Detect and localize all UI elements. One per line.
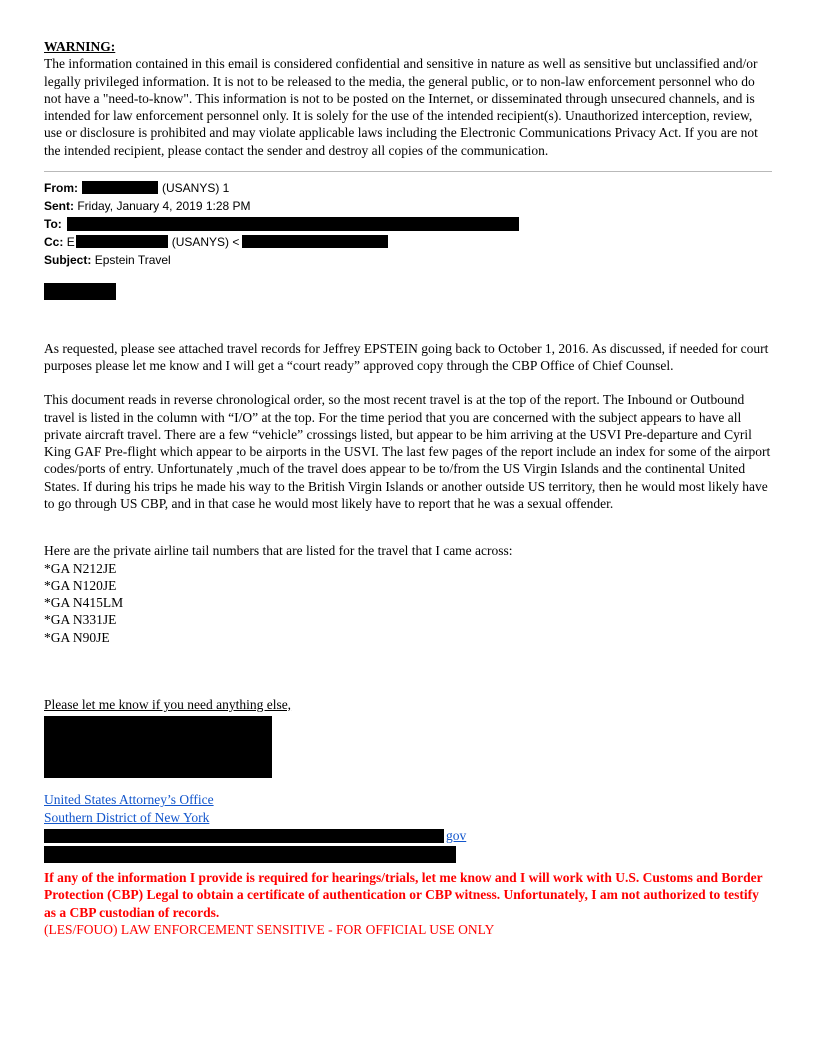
les-fouo-line: (LES/FOUO) LAW ENFORCEMENT SENSITIVE - FOR OFFICIAL USE ONLY [44, 921, 495, 937]
from-label: From: [44, 180, 78, 195]
sent-value: Friday, January 4, 2019 1:28 PM [77, 198, 251, 213]
tail-number-item: *GA N331JE [44, 612, 117, 628]
sent-label: Sent: [44, 198, 74, 213]
subject-value: Epstein Travel [94, 252, 171, 267]
signature-email-line [44, 827, 772, 845]
email-header-block [44, 179, 772, 269]
cbp-disclaimer-text: If any of the information I provide is required for hearings/trials, let me know and I will work with U.S. Customs and Border Protection (CBP) Legal to obtain a certificate of authentication or CBP witness. Unfortunately, I am not authorized to testify as a CBP custodian of records. [44, 870, 763, 920]
redaction-bar-cc-1 [76, 235, 168, 248]
signature-office-block [44, 791, 772, 863]
tail-number-item: *GA N90JE [44, 629, 110, 645]
office-line-2 [44, 809, 772, 827]
tail-number-item: *GA N415LM [44, 595, 124, 611]
cc-prefix: E [66, 234, 75, 249]
tail-number-item: *GA N120JE [44, 577, 117, 593]
tail-numbers-intro: Here are the private airline tail numbers that are listed for the travel that I came across: [44, 543, 513, 559]
body-paragraph-1: As requested, please see attached travel records for Jeffrey EPSTEIN going back to October 1, 2016. As discussed, if needed for court purposes please let me know and I will get a “court ready” approved copy through the CBP Office of Chief Counsel. [44, 340, 769, 374]
redaction-block-signature [44, 716, 272, 778]
closing-line: Please let me know if you need anything else, [44, 696, 292, 712]
redaction-bar-from [82, 181, 158, 194]
redaction-bar-cc-2 [242, 235, 388, 248]
redaction-bar-greeting [44, 283, 116, 300]
subject-row [44, 251, 772, 269]
sdny-link[interactable]: Southern District of New York [44, 810, 210, 826]
to-row [44, 215, 772, 233]
tail-number-item: *GA N212JE [44, 560, 117, 576]
cc-row [44, 233, 772, 251]
cc-mid: (USANYS) < [171, 234, 240, 249]
office-line-1 [44, 791, 772, 809]
subject-label: Subject: [44, 252, 92, 267]
redaction-bar-signature-bottom [44, 846, 456, 863]
to-label: To: [44, 216, 62, 231]
redaction-bar-to [67, 217, 519, 231]
warning-body-text: The information contained in this email is considered confidential and sensitive in nature as well as sensitive but unclassified and/or legally privileged information. It is not to be released to the media, the general public, or to non-law enforcement personnel who do not have a "need-to-know". This information is not to be posted on the Internet, or disseminated through unsecured channels, and is intended for law enforcement personnel only. It is solely for the use of the intended recipient(s). Unauthorized interception, review, use or disclosure is prohibited and may violate applicable laws including the Electronic Communications Privacy Act. If you are not the intended recipient, please contact the sender and destroy all copies of the communication. [44, 56, 758, 158]
redaction-bar-email [44, 829, 444, 843]
usao-link[interactable]: United States Attorney’s Office [44, 792, 214, 808]
tail-number-list [44, 560, 772, 646]
sent-row [44, 197, 772, 215]
email-link[interactable]: gov [446, 828, 467, 844]
body-paragraph-2: This document reads in reverse chronological order, so the most recent travel is at the top of the report. The Inbound or Outbound travel is listed in the column with “I/O” at the top. For the time period that you are concerned with the subject appears to have all private aircraft travel. There are a few “vehicle” crossings listed, but appear to be him arriving at the USVI Pre-departure and Cyril King GAF Pre-flight which appear to be airports in the USVI. The last few pages of the report include an index for some of the airport codes/ports of entry. Unfortunately ,much of the travel does appear to be to/from the US Virgin Islands and the continental United States. If during his trips he made his way to the British Virgin Islands or another outside US territory, then he would most likely have to go through US CBP, and in that case he would most likely have to report that he was a sexual offender. [44, 392, 771, 511]
warning-heading: WARNING: [44, 39, 116, 54]
from-row [44, 179, 772, 197]
header-separator-line [44, 171, 772, 172]
from-suffix: (USANYS) 1 [162, 180, 230, 195]
cc-label: Cc: [44, 234, 64, 249]
